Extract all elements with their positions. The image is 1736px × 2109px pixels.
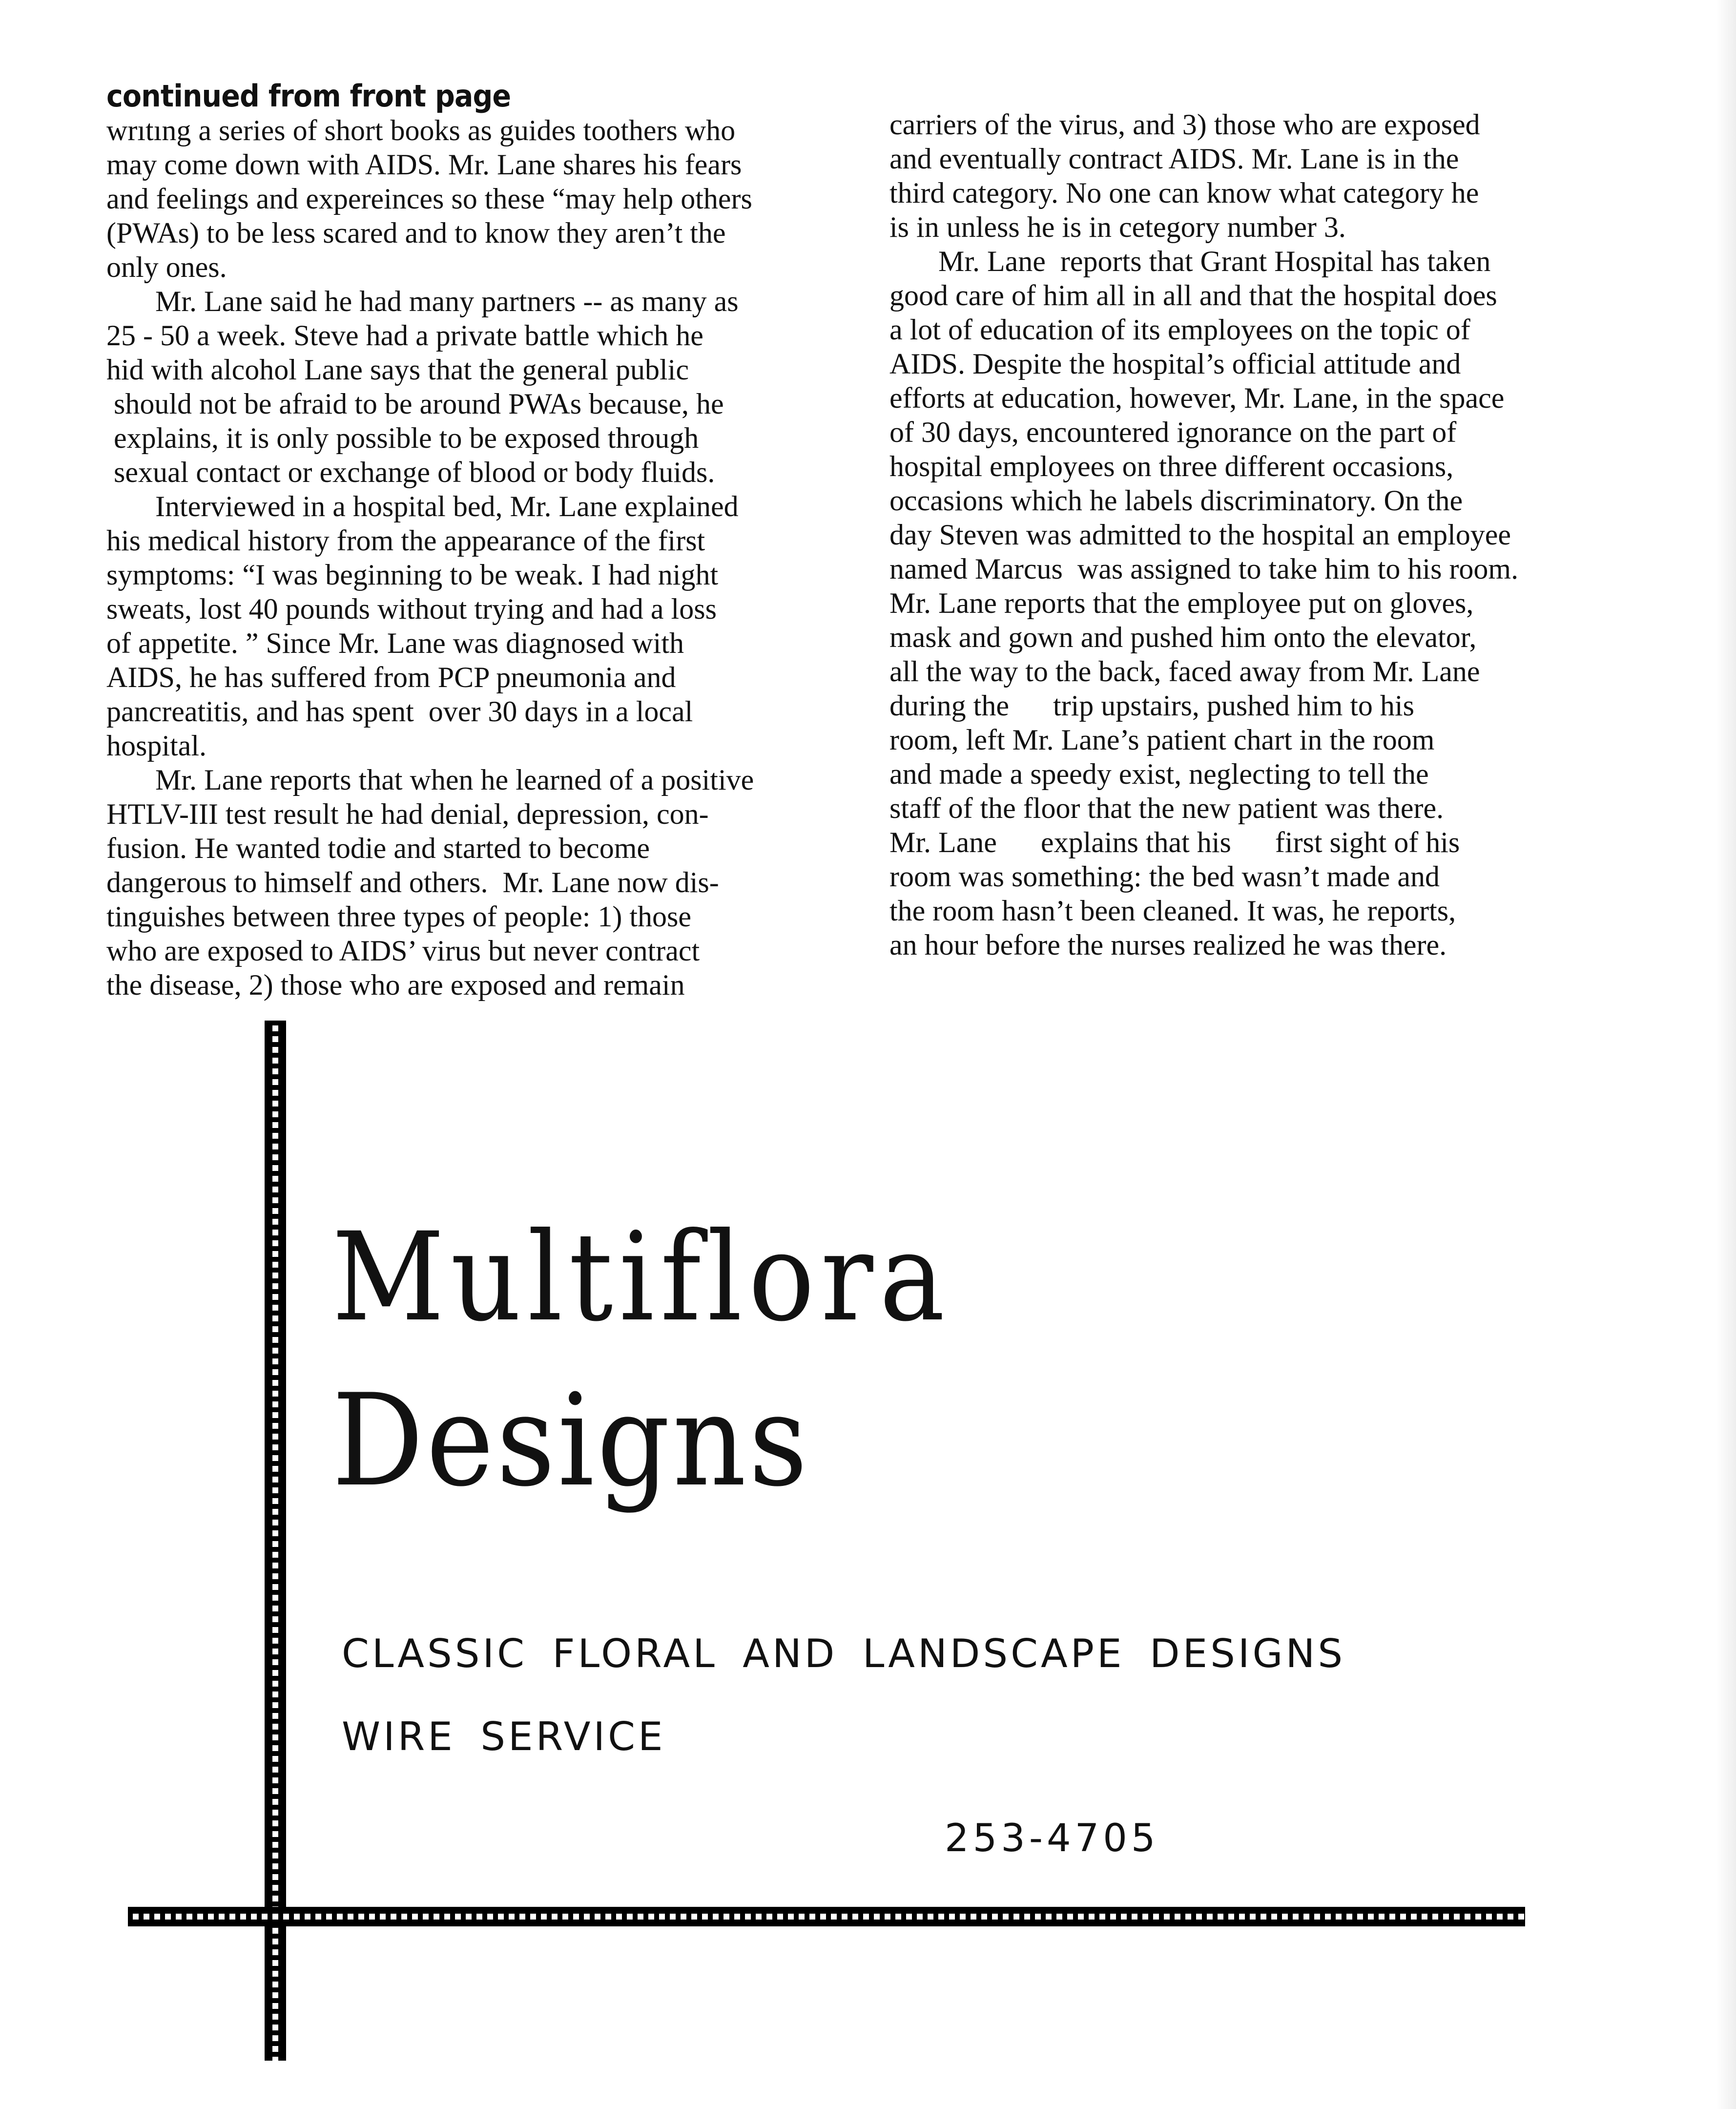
text-line: pancreatitis, and has spent over 30 days in a local <box>106 695 693 728</box>
text-line: day Steven was admitted to the hospital an employee <box>889 519 1511 551</box>
ad-service: WIRE SERVICE <box>342 1714 666 1759</box>
text-line: should not be afraid to be around PWAs because, he <box>106 388 724 420</box>
text-line: explains, it is only possible to be exposed through <box>106 422 699 454</box>
paragraph <box>106 284 754 489</box>
text-line: good care of him all in all and that the hospital does <box>889 279 1497 312</box>
text-line: mask and gown and pushed him onto the elevator, <box>889 621 1477 653</box>
text-line: sweats, lost 40 pounds without trying and had a loss <box>106 593 717 625</box>
text-line: 25 - 50 a week. Steve had a private battle which he <box>106 319 703 352</box>
text-line: AIDS. Despite the hospital’s official attitude and <box>889 348 1461 380</box>
text-line: Mr. Lane reports that when he learned of a positive <box>155 764 754 796</box>
text-line: carriers of the virus, and 3) those who are exposed <box>889 108 1480 141</box>
text-line: and eventually contract AIDS. Mr. Lane is in the <box>889 143 1459 175</box>
text-line: Mr. Lane said he had many partners -- as many as <box>155 285 739 317</box>
text-line: (PWAs) to be less scared and to know they aren’t the <box>106 217 726 249</box>
text-line: and made a speedy exist, neglecting to tell the <box>889 758 1429 790</box>
text-line: wrıtıng a series of short books as guides toothers who <box>106 114 736 146</box>
text-line: of appetite. ” Since Mr. Lane was diagnosed with <box>106 627 684 659</box>
ad-border-vertical <box>265 1021 286 2061</box>
text-line: all the way to the back, faced away from Mr. Lane <box>889 655 1480 688</box>
text-line: Interviewed in a hospital bed, Mr. Lane explained <box>155 490 739 522</box>
text-line: named Marcus was assigned to take him to his room. <box>889 553 1519 585</box>
text-line: is in unless he is in cetegory number 3. <box>889 211 1346 243</box>
text-line: hospital. <box>106 730 207 762</box>
text-line: may come down with AIDS. Mr. Lane shares his fears <box>106 148 742 181</box>
paragraph <box>889 244 1518 962</box>
text-line: the disease, 2) those who are exposed and remain <box>106 969 685 1001</box>
text-line: only ones. <box>106 251 227 283</box>
text-line: staff of the floor that the new patient was there. <box>889 792 1444 824</box>
ad-tagline: CLASSIC FLORAL AND LANDSCAPE DESIGNS <box>342 1631 1346 1676</box>
paragraph <box>106 763 754 1002</box>
text-line: occasions which he labels discriminatory. On the <box>889 484 1463 517</box>
text-line: an hour before the nurses realized he was there. <box>889 929 1447 961</box>
ad-phone-number: 253-4705 <box>945 1817 1159 1860</box>
ad-border-horizontal <box>128 1907 1525 1926</box>
text-line: Mr. Lane explains that his first sight of his <box>889 826 1460 858</box>
text-line: who are exposed to AIDS’ virus but never contract <box>106 935 700 967</box>
text-line: HTLV-III test result he had denial, depression, con- <box>106 798 709 830</box>
text-line: dangerous to himself and others. Mr. Lane now dis- <box>106 866 719 898</box>
article-right-column <box>889 107 1518 962</box>
paragraph <box>106 113 754 284</box>
text-line: tinguishes between three types of people: 1) those <box>106 900 692 933</box>
paragraph <box>106 489 754 763</box>
text-line: third category. No one can know what category he <box>889 177 1479 209</box>
text-line: room was something: the bed wasn’t made and <box>889 860 1440 893</box>
text-line: of 30 days, encountered ignorance on the part of <box>889 416 1457 448</box>
ad-brand-name: Multiflora <box>332 1206 951 1348</box>
text-line: hospital employees on three different occasions, <box>889 450 1454 482</box>
article-left-column <box>106 113 754 1002</box>
text-line: efforts at education, however, Mr. Lane, in the space <box>889 382 1505 414</box>
text-line: sexual contact or exchange of blood or body fluids. <box>106 456 715 488</box>
scan-edge-shadow <box>1716 0 1736 2109</box>
text-line: a lot of education of its employees on the topic of <box>889 313 1470 346</box>
continued-heading: continued from front page <box>106 78 511 114</box>
text-line: hid with alcohol Lane says that the general public <box>106 354 689 386</box>
paragraph <box>889 107 1518 244</box>
text-line: his medical history from the appearance of the first <box>106 524 705 557</box>
text-line: during the trip upstairs, pushed him to his <box>889 689 1414 722</box>
text-line: and feelings and expereinces so these “may help others <box>106 183 752 215</box>
text-line: symptoms: “I was beginning to be weak. I had night <box>106 559 719 591</box>
text-line: fusion. He wanted todie and started to become <box>106 832 650 864</box>
text-line: AIDS, he has suffered from PCP pneumonia and <box>106 661 676 693</box>
ad-brand-subtitle: Designs <box>332 1367 810 1515</box>
text-line: room, left Mr. Lane’s patient chart in the room <box>889 724 1435 756</box>
text-line: the room hasn’t been cleaned. It was, he reports, <box>889 895 1456 927</box>
text-line: Mr. Lane reports that the employee put on gloves, <box>889 587 1474 619</box>
text-line: Mr. Lane reports that Grant Hospital has taken <box>938 245 1491 277</box>
